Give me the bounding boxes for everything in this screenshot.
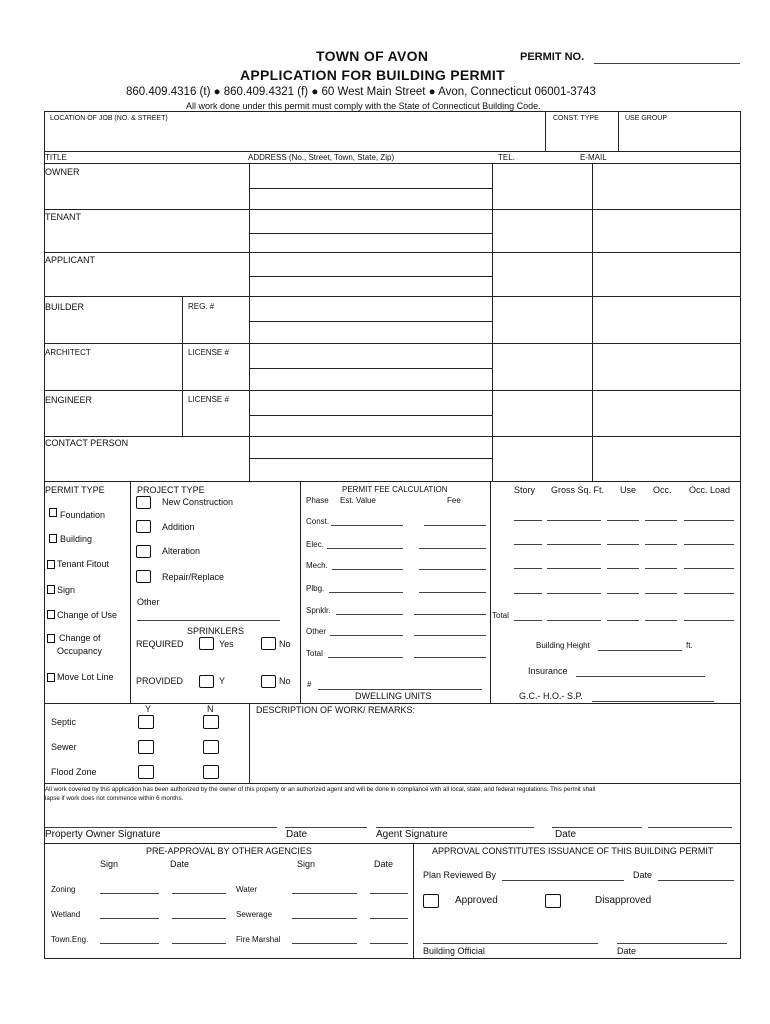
est-value-label: Est. Value [340, 496, 376, 505]
other-fee-field[interactable] [414, 635, 486, 636]
fee-row-mech: Mech. [306, 561, 328, 570]
new-construction-label: New Construction [162, 497, 234, 507]
tenant-fitout-label: Tenant Fitout [57, 559, 110, 569]
zoning-label: Zoning [51, 885, 76, 894]
ft-label: ft. [686, 641, 693, 650]
owner-signature-line[interactable] [45, 827, 277, 828]
change-of-use-checkbox[interactable] [47, 610, 55, 619]
disapproved-label: Disapproved [595, 895, 652, 906]
owner-signature-label: Property Owner Signature [45, 829, 161, 840]
form-title: APPLICATION FOR BUILDING PERMIT [240, 67, 505, 83]
address-col-label: ADDRESS (No., Street, Town, State, Zip) [248, 153, 395, 162]
disapproved-checkbox[interactable] [545, 894, 561, 908]
authorization-text-1: All work covered by this application has been authorized by the owner of this property or an authorized agent and will be done in compliance with all local, state, and federal regulations. This permit shall [45, 786, 596, 793]
zoning-sign-line[interactable] [100, 893, 159, 894]
fee-row-elec: Elec. [306, 540, 324, 549]
agent-date-line[interactable] [552, 827, 642, 828]
addition-checkbox[interactable] [136, 520, 151, 533]
location-label: LOCATION OF JOB (NO. & STREET) [50, 115, 168, 122]
sewerage-sign-line[interactable] [292, 918, 357, 919]
builder-label: BUILDER [45, 302, 85, 312]
dwelling-units-field[interactable] [318, 689, 482, 690]
fee-label: Fee [447, 496, 461, 505]
fire-marshal-sign-line[interactable] [292, 943, 357, 944]
contact-line: 860.409.4316 (t) ● 860.409.4321 (f) ● 60 West Main Street ● Avon, Connecticut 06001-3743 [126, 86, 596, 98]
plan-date-label: Date [633, 870, 653, 880]
project-type-label: PROJECT TYPE [137, 485, 205, 495]
use-group-label: USE GROUP [625, 115, 668, 122]
provided-label: PROVIDED [136, 676, 184, 686]
official-date-line[interactable] [617, 943, 727, 944]
owner-date-label: Date [286, 829, 308, 840]
description-label: DESCRIPTION OF WORK/ REMARKS: [256, 705, 416, 715]
mech-est-field[interactable] [332, 569, 403, 570]
tenant-fitout-checkbox[interactable] [47, 560, 55, 569]
other-label: Other [137, 597, 160, 607]
provided-y-checkbox[interactable] [199, 675, 214, 688]
preapproval-date-2: Date [374, 859, 394, 869]
total-est-field[interactable] [328, 657, 403, 658]
gross-sqft-header: Gross Sq. Ft. [551, 485, 605, 495]
building-height-field[interactable] [598, 650, 682, 651]
building-official-label: Building Official [423, 946, 485, 956]
tel-col-label: TEL. [498, 153, 515, 162]
repair-replace-label: Repair/Replace [162, 572, 225, 582]
permit-no-field[interactable] [594, 63, 740, 64]
change-of-occupancy-checkbox[interactable] [47, 634, 55, 643]
elec-fee-field[interactable] [419, 548, 486, 549]
town-eng-sign-line[interactable] [100, 943, 159, 944]
hash-label: # [307, 680, 312, 689]
required-yes-label: Yes [219, 639, 234, 649]
elec-est-field[interactable] [327, 548, 403, 549]
architect-label: ARCHITECT [45, 348, 91, 357]
septic-label: Septic [51, 717, 77, 727]
approval-title: APPROVAL CONSTITUTES ISSUANCE OF THIS BUILDING PERMIT [432, 846, 714, 856]
occupancy-label: Occupancy [57, 646, 103, 656]
addition-label: Addition [162, 522, 195, 532]
engineer-license-label: LICENSE # [188, 395, 229, 404]
water-sign-line[interactable] [292, 893, 357, 894]
building-checkbox[interactable] [49, 534, 57, 543]
agent-signature-line[interactable] [376, 827, 534, 828]
fee-row-const: Const. [306, 517, 330, 526]
building-label: Building [60, 534, 93, 544]
flood-zone-n-checkbox[interactable] [203, 765, 219, 779]
sign-checkbox[interactable] [47, 585, 55, 594]
plan-reviewed-field[interactable] [502, 880, 624, 881]
alteration-checkbox[interactable] [136, 545, 151, 558]
fire-marshal-date-line[interactable] [370, 943, 408, 944]
town-eng-label: Town.Eng. [51, 935, 89, 944]
mech-fee-field[interactable] [419, 569, 486, 570]
sewer-n-checkbox[interactable] [203, 740, 219, 754]
sewer-label: Sewer [51, 742, 77, 752]
gc-ho-sp-label: G.C.- H.O.- S.P. [519, 691, 583, 701]
repair-replace-checkbox[interactable] [136, 570, 151, 583]
code-notice: All work done under this permit must comply with the State of Connecticut Building Code. [186, 101, 541, 111]
required-label: REQUIRED [136, 639, 184, 649]
plbg-fee-field[interactable] [419, 592, 486, 593]
plan-reviewed-label: Plan Reviewed By [423, 870, 497, 880]
fee-row-total: Total [306, 649, 323, 658]
fee-row-spnklr: Spnklr. [306, 606, 331, 615]
plbg-est-field[interactable] [329, 592, 403, 593]
const-type-label: CONST. TYPE [553, 115, 599, 122]
dwelling-units-label: DWELLING UNITS [355, 691, 432, 701]
flood-zone-y-checkbox[interactable] [138, 765, 154, 779]
sprinklers-label: SPRINKLERS [187, 626, 245, 636]
wetland-date-line[interactable] [172, 918, 226, 919]
approved-checkbox[interactable] [423, 894, 439, 908]
spnklr-fee-field[interactable] [414, 614, 486, 615]
provided-no-checkbox[interactable] [261, 675, 276, 688]
authorization-text-2: lapse if work does not commence within 6 months. [45, 795, 184, 802]
plan-date-field[interactable] [658, 880, 734, 881]
story-total-label: Total [492, 611, 509, 620]
flood-zone-label: Flood Zone [51, 767, 97, 777]
fee-calc-title: PERMIT FEE CALCULATION [342, 485, 448, 494]
change-of-use-label: Change of Use [57, 610, 118, 620]
sewerage-date-line[interactable] [370, 918, 408, 919]
sign-label: Sign [57, 585, 76, 595]
owner-date-line[interactable] [285, 827, 367, 828]
const-est-field[interactable] [331, 525, 403, 526]
agent-signature-label: Agent Signature [376, 829, 448, 840]
phase-label: Phase [306, 496, 329, 505]
required-yes-checkbox[interactable] [199, 637, 214, 650]
water-date-line[interactable] [370, 893, 408, 894]
architect-license-label: LICENSE # [188, 348, 229, 357]
move-lot-line-checkbox[interactable] [47, 673, 55, 682]
contact-person-label: CONTACT PERSON [45, 438, 129, 448]
utility-n-header: N [207, 704, 214, 714]
story-header: Story [514, 485, 536, 495]
new-construction-checkbox[interactable] [136, 496, 151, 509]
const-fee-field[interactable] [424, 525, 486, 526]
preapproval-title: PRE-APPROVAL BY OTHER AGENCIES [146, 846, 312, 856]
preapproval-sign-2: Sign [297, 859, 316, 869]
preapproval-date-1: Date [170, 859, 190, 869]
fire-marshal-label: Fire Marshal [236, 935, 281, 944]
town-name: TOWN OF AVON [316, 48, 429, 64]
insurance-field[interactable] [576, 676, 705, 677]
tenant-label: TENANT [45, 212, 81, 222]
builder-reg-label: REG. # [188, 302, 215, 311]
fee-row-other: Other [306, 627, 327, 636]
change-of-label: Change of [59, 633, 101, 643]
required-no-checkbox[interactable] [261, 637, 276, 650]
preapproval-sign-1: Sign [100, 859, 119, 869]
total-fee-field[interactable] [414, 657, 486, 658]
foundation-label: Foundation [60, 510, 106, 520]
insurance-label: Insurance [528, 666, 568, 676]
provided-y-label: Y [219, 676, 226, 686]
approved-label: Approved [455, 895, 498, 906]
move-lot-line-label: Move Lot Line [57, 672, 114, 682]
wetland-label: Wetland [51, 910, 81, 919]
permit-type-label: PERMIT TYPE [45, 485, 105, 495]
required-no-label: No [279, 639, 291, 649]
septic-y-checkbox[interactable] [138, 715, 154, 729]
use-header: Use [620, 485, 637, 495]
sewer-y-checkbox[interactable] [138, 740, 154, 754]
email-col-label: E-MAIL [580, 153, 607, 162]
provided-no-label: No [279, 676, 291, 686]
utility-y-header: Y [145, 704, 152, 714]
gc-ho-sp-field[interactable] [592, 701, 714, 702]
sewerage-label: Sewerage [236, 910, 273, 919]
building-official-line[interactable] [423, 943, 598, 944]
applicant-label: APPLICANT [45, 255, 96, 265]
occ-header: Occ. [653, 485, 672, 495]
agent-date-label: Date [555, 829, 577, 840]
official-date-label: Date [617, 946, 637, 956]
zoning-date-line[interactable] [172, 893, 226, 894]
fee-row-plbg: Plbg. [306, 584, 325, 593]
alteration-label: Alteration [162, 546, 201, 556]
water-label: Water [236, 885, 258, 894]
spnklr-est-field[interactable] [336, 614, 403, 615]
town-eng-date-line[interactable] [172, 943, 226, 944]
other-est-field[interactable] [330, 635, 403, 636]
septic-n-checkbox[interactable] [203, 715, 219, 729]
building-height-label: Building Height [536, 641, 590, 650]
other-input[interactable] [137, 620, 280, 621]
engineer-label: ENGINEER [45, 395, 93, 405]
permit-no-label: PERMIT NO. [520, 51, 585, 63]
title-col-label: TITLE [45, 153, 67, 162]
foundation-checkbox[interactable] [49, 508, 57, 517]
occ-load-header: Occ. Load [689, 485, 731, 495]
owner-label: OWNER [45, 167, 80, 177]
wetland-sign-line[interactable] [100, 918, 159, 919]
